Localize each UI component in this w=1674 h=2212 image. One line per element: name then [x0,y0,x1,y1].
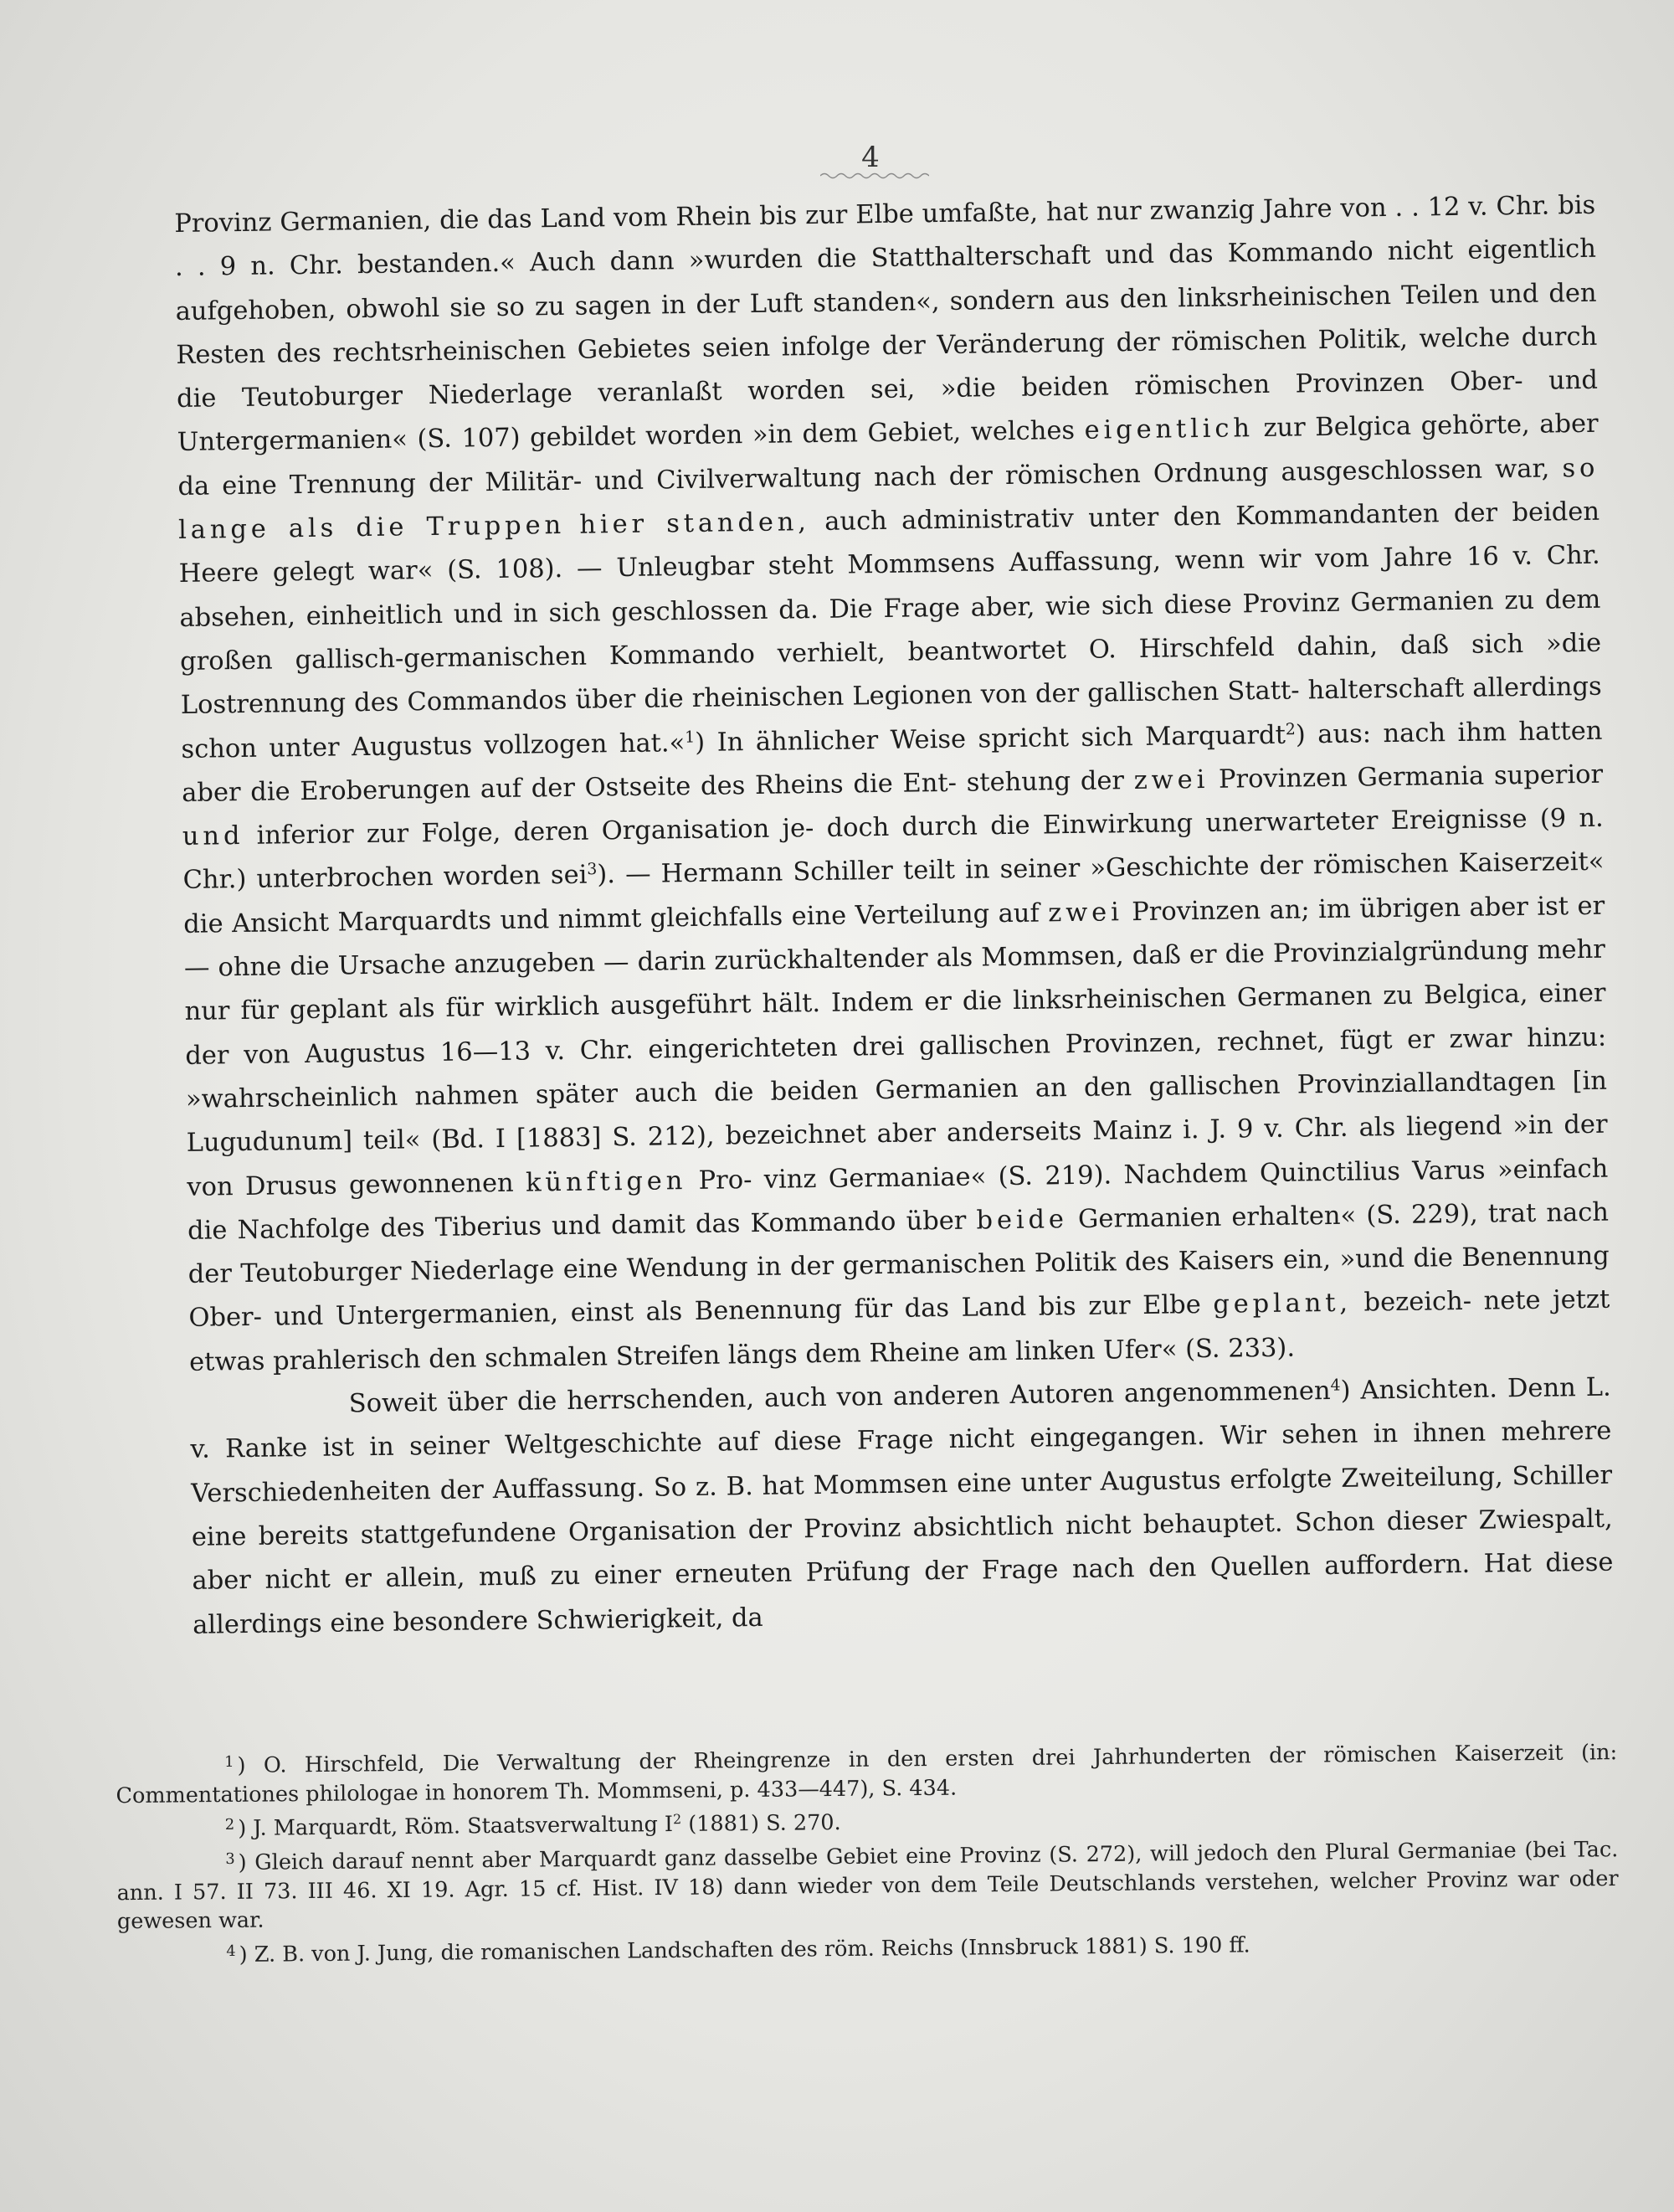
text-line: Veränderung der römischen Politik, welche durch die Teutoburger Niederlage veranlaßt worden [176,322,1598,414]
emphasis-text: hier standen, [579,507,811,540]
text-line: damit das Kommando über [610,1206,967,1241]
text-line: nete jetzt etwas prahlerisch den schmalen Streifen längs dem Rheine am linken Ufer« (S. 233). [188,1285,1610,1377]
emphasis-text: so lange als die Truppen [177,453,1600,546]
text-line: ) aus: nach ihm hatten aber die Eroberungen auf der Ostseite des Rheins die Ent- [182,716,1603,808]
text-line: den linksrheinischen Teilen und den Resten des rechtsrheinischen Gebietes seien infolge der [176,278,1597,370]
footnote-text: ) Z. B. von J. Jung, die romanischen Landschaften des röm. Reichs (Innsbruck 1881) S. 190 ff. [239,1932,1250,1968]
footnote-text: ) J. Marquardt, Röm. Staatsverwaltung I [238,1812,674,1842]
footnote-number: 4 [226,1942,236,1960]
footnote-number: 2 [224,1816,235,1834]
footnotes [116,1735,1619,1972]
text-line: ). — [597,860,651,890]
text-line: die Ursache anzugeben — darin zurückhaltender als Mommsen, daß er die Provinzialgründung [290,935,1529,982]
text-line: . . 12 v. Chr. bis . . 9 n. Chr. bestanden.« Auch dann »wurden die Statthalterschaft und das [174,190,1596,283]
footnote-ref: 4 [1330,1376,1341,1395]
text-line: ) Ansichten. [1340,1374,1498,1406]
edition-superscript: 2 [672,1811,682,1828]
text-line: rechnet, fügt er zwar hinzu: »wahrscheinlich nahmen später auch die beiden Germanien an den [185,1022,1607,1114]
text-line: in ihnen mehrere Verschiedenheiten der Auffassung. So z. B. hat Mommsen eine unter Augustus [190,1416,1612,1509]
footnote-text: Plural Germaniae (bei Tac. ann. I 57. II 73. III 46. XI 19. Agr. 15 cf. Hist. IV 18) dann wieder von dem Teile [116,1837,1619,1906]
text-line: Pro- [698,1165,752,1196]
text-line: sich »die Lostrennung des Commandos über die rheinischen Legionen von der gallischen Statt- [180,628,1602,721]
footnote-3 [116,1832,1619,1937]
emphasis-text: zwei [1048,897,1123,929]
decorative-rule-icon [820,171,929,181]
footnote-ref: 1 [685,728,696,747]
text-line: halterschaft allerdings schon unter Augustus vollzogen hat.« [181,671,1602,764]
text-line: nicht behauptet. Schon dieser Zwiespalt, aber nicht er allein, muß zu einer erneuten Prüfung [192,1504,1613,1597]
page-number: 4 [861,141,880,174]
text-line: anderseits Mainz i. J. 9 v. Chr. als liegend »in der von Drusus gewonnenen [187,1109,1608,1202]
paragraph [189,1366,1614,1648]
emphasis-text: und [182,821,244,852]
footnote-text: (1881) S. 270. [680,1810,841,1838]
text-line: bezeich- [1363,1287,1472,1318]
text-line: dem großen gallisch-germanischen Kommando verhielt, beantwortet O. Hirschfeld dahin, daß [179,584,1601,676]
text-line: vinz Germaniae« (S. 219). Nachdem Quinctilius Varus »einfach die Nachfolge des Tiberius und [187,1154,1609,1246]
text-line: erfolgte Zweiteilung, Schiller eine bereits stattgefundene Organisation der Provinz absichtlich [191,1460,1613,1552]
footnote-text: Kaiserzeit (in: Commentationes philologae in honorem Th. Mommseni, p. 433—447), S. 434. [116,1740,1618,1808]
emphasis-text: eigentlich [1084,414,1255,446]
footnote-ref: 3 [587,860,598,879]
text-line: Provinz Germanien, die das Land vom Rhein bis zur Elbe umfaßte, hat nur zwanzig Jahre von [174,193,1387,239]
text-line: sei, »die beiden römischen Provinzen Ober- und Untergermanien« (S. 107) gebildet worden [177,365,1599,458]
text-line: Germanien erhalten« (S. 229), trat nach der Teutoburger [187,1197,1610,1290]
text-line: stehung der [966,766,1125,798]
footnote-text: ) Gleich darauf nennt aber Marquardt ganz dasselbe Gebiet eine Provinz (S. 272), will jedoch den [238,1839,1317,1876]
text-line: Denn L. v. Ranke ist in seiner Weltgeschichte auf diese Frage nicht eingegangen. Wir sehen [190,1372,1611,1465]
footnote-text: Deutschlands verstehen, welcher Provinz war oder gewesen war. [116,1865,1619,1935]
footnote-ref: 2 [1285,719,1296,738]
text-line: zur Belgica gehörte, aber da eine Trennung der Militär- [177,409,1599,502]
footnote-text: ) O. Hirschfeld, Die Verwaltung der Rheingrenze in den ersten drei Jahrhunderten der römischen [237,1741,1437,1778]
text-line: Soweit über die herrschenden, auch von anderen Autoren angenommenen [348,1376,1331,1419]
text-line: ) In ähnlicher Weise spricht sich [695,722,1133,758]
text-line: der Frage nach den Quellen auffordern. Hat diese allerdings eine besondere Schwierigkeit, da [193,1547,1614,1640]
text-line: gallischen Provinziallandtagen [in Lugudunum] teil« (Bd. I [1883] S. 212), bezeichnet aber [186,1066,1608,1159]
emphasis-text: geplant, [1213,1289,1353,1320]
footnote-number: 3 [225,1849,235,1869]
main-text [174,184,1614,1648]
text-line: und Civilverwaltung nach der römischen Ordnung ausgeschlossen war, [594,454,1550,496]
text-line: (S. 108). — Unleugbar steht Mommsens Auffassung, wenn wir vom Jahre 16 v. Chr. absehen, [179,541,1600,633]
text-line: und nimmt gleichfalls eine Verteilung auf [500,898,1040,935]
text-line: Provinzen Germania superior [1218,759,1604,795]
text-line: Provinzen an; im übrigen aber ist er — ohne [183,891,1605,983]
paragraph-continuation [174,184,1610,1385]
text-line: Kommando nicht eigentlich aufgehoben, obwohl sie so zu sagen in der Luft standen«, sondern aus [175,234,1597,327]
text-line: inferior zur Folge, deren Organisation je- [256,814,814,851]
text-line: auch administrativ unter den Kommandanten der beiden Heere gelegt war« [178,496,1600,589]
text-line: »in dem Gebiet, welches [752,416,1076,450]
text-line: mehr nur für geplant als für wirklich ausgeführt hält. Indem er die linksrheinischen Germanen [184,934,1606,1027]
emphasis-text: künftigen [525,1165,687,1198]
text-line: doch durch die Einwirkung unerwarteter Ereignisse (9 n. Chr.) unterbrochen worden sei [182,803,1605,896]
text-line: Ober- und Untergermanien, einst als Benennung für das Land bis zur Elbe [188,1290,1201,1334]
text-line: Niederlage eine Wendung in der germanischen Politik des Kaisers ein, »und die Benennung [409,1241,1610,1287]
emphasis-text: zwei [1133,764,1209,795]
emphasis-text: beide [976,1204,1069,1236]
text-line: zu Belgica, einer der von Augustus 16—13 v. Chr. eingerichteten drei gallischen Provinzen, [185,979,1606,1071]
text-line: einheitlich und in sich geschlossen da. Die Frage aber, wie sich diese Provinz Germanien zu [306,585,1535,631]
text-line: Hermann Schiller teilt in seiner »Geschichte der römischen Kaiserzeit« die Ansicht Marquardts [183,847,1605,939]
text-line: Marquardt [1144,720,1286,752]
footnote-number: 1 [224,1752,234,1771]
